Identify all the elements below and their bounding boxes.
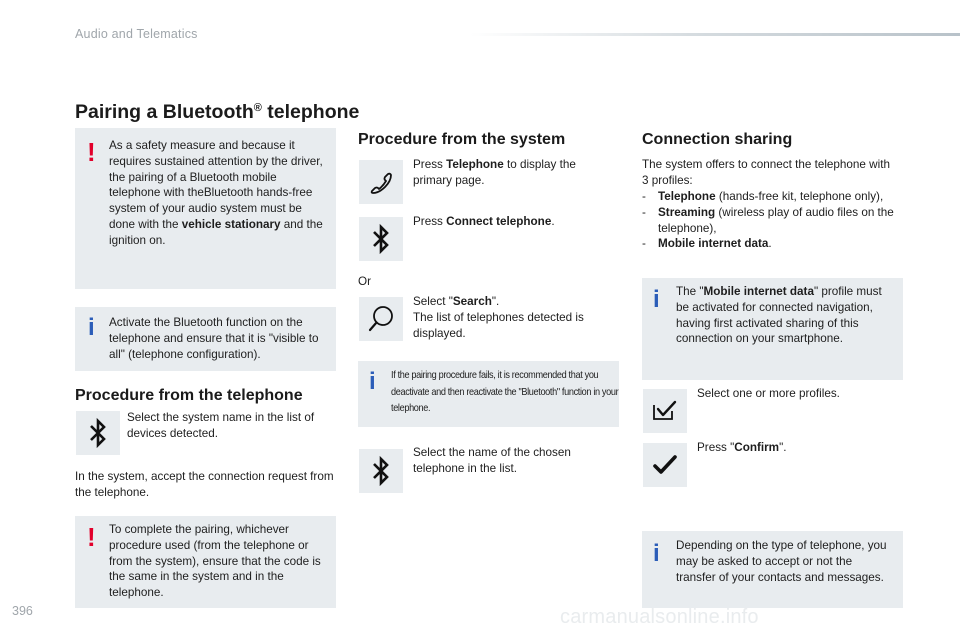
step2-bold: Connect telephone — [446, 215, 552, 228]
page-number: 396 — [12, 604, 33, 618]
bluetooth-icon-box — [359, 449, 403, 493]
mobile-data-info-text — [676, 284, 894, 347]
step3-pre: Select " — [413, 295, 453, 308]
step2c-pre: Press " — [697, 441, 735, 454]
pairing-code-warning-box — [75, 516, 336, 608]
telephone-step-select-name: Select the system name in the list of devices detected. — [127, 411, 315, 440]
watermark: carmanualsonline.info — [560, 606, 759, 628]
profile-item — [642, 189, 900, 205]
phone-icon — [366, 167, 396, 197]
warning-icon: ! — [87, 137, 96, 167]
info-icon: i — [653, 286, 660, 313]
activate-bluetooth-info-box — [75, 307, 336, 371]
list-dash: - — [642, 205, 646, 219]
page-title — [75, 101, 359, 124]
step2c-post: ". — [779, 441, 787, 454]
contacts-transfer-info-box — [642, 531, 903, 608]
info1-pre: The " — [676, 285, 704, 298]
profile-step-select: Select one or more profiles. — [697, 387, 840, 400]
header-rule — [470, 33, 960, 36]
profile-name: Streaming — [658, 205, 716, 219]
safety-warning-post: and the ignition on. — [109, 217, 323, 247]
info-icon: i — [88, 314, 95, 341]
connection-sharing-intro: The system offers to connect the telephone with 3 profiles: — [642, 158, 890, 187]
profile-name: Telephone — [658, 190, 716, 203]
info-icon: i — [653, 540, 660, 567]
safety-warning-bold: vehicle stationary — [181, 217, 281, 231]
telephone-accept-note: In the system, accept the connection request from the telephone. — [75, 470, 334, 499]
info1-post: " profile must be activated for connected navigation, having first activated sharing of this connection on your smartphone. — [676, 285, 882, 346]
system-step-connect-telephone — [413, 214, 613, 230]
heading-connection-sharing: Connection sharing — [642, 131, 793, 148]
profile-desc: . — [768, 237, 772, 251]
safety-warning-pre: As a safety measure and because it requires sustained attention by the driver, the pairing of a Bluetooth mobile telephone with theBluetooth hands-free system of your audio system must be done with the — [109, 139, 323, 231]
bluetooth-icon — [368, 455, 394, 487]
list-dash: - — [642, 190, 646, 203]
safety-warning-text — [109, 138, 325, 249]
step2c-bold: Confirm — [734, 441, 780, 454]
section-header: Audio and Telematics — [75, 27, 198, 41]
info1-bold: Mobile internet data — [703, 285, 814, 298]
activate-bluetooth-text: Activate the Bluetooth function on the telephone and ensure that it is "visible to all" (telephone configuration). — [109, 316, 319, 361]
profile-desc: (wireless play of audio files on the telephone), — [658, 205, 894, 235]
profile-step-confirm — [697, 440, 897, 456]
checkmark-icon-box — [643, 443, 687, 487]
pairing-failure-text: If the pairing procedure fails, it is recommended that you deactivate and then reactivate the "Bluetooth" function in your telephone. — [391, 370, 619, 414]
profile-item — [642, 205, 900, 237]
step2-post: . — [551, 215, 555, 228]
bluetooth-icon-box — [76, 411, 120, 455]
or-separator: Or — [358, 275, 371, 288]
system-step-search — [413, 294, 613, 341]
step3-post: ". — [491, 295, 500, 308]
system-step-select-name: Select the name of the chosen telephone in the list. — [413, 446, 571, 475]
step3-line2: The list of telephones detected is displayed. — [413, 310, 584, 340]
checkmark-icon — [652, 453, 678, 477]
step1-post: to display the primary page. — [413, 158, 576, 187]
pairing-code-warning-text: To complete the pairing, whichever procedure used (from the telephone or from the system), ensure that the code is the same in the system and in the telephone. — [109, 523, 321, 600]
warning-icon: ! — [87, 522, 96, 552]
title-text: Pairing a Bluetooth — [75, 101, 254, 123]
heading-procedure-system: Procedure from the system — [358, 131, 566, 148]
phone-icon-box — [359, 160, 403, 204]
pairing-failure-info-box — [358, 361, 619, 427]
step2-pre: Press — [413, 215, 447, 228]
safety-warning-box — [75, 128, 336, 289]
title-registered-mark: ® — [253, 102, 262, 114]
profile-desc: (hands-free kit, telephone only), — [715, 190, 884, 203]
step1-bold: Telephone — [446, 158, 504, 171]
heading-procedure-telephone: Procedure from the telephone — [75, 387, 303, 404]
step3-bold: Search — [452, 295, 492, 308]
select-profile-icon-box — [643, 389, 687, 433]
profile-name: Mobile internet data — [658, 237, 769, 251]
title-rest: telephone — [261, 101, 360, 123]
bluetooth-icon — [368, 223, 394, 255]
mobile-data-info-box — [642, 278, 903, 380]
step1-pre: Press — [413, 158, 447, 171]
bluetooth-icon — [85, 417, 111, 449]
contacts-transfer-text: Depending on the type of telephone, you may be asked to accept or not the transfer of your contacts and messages. — [676, 539, 887, 584]
profile-list — [642, 189, 900, 252]
search-icon-box — [359, 297, 403, 341]
system-step-press-telephone — [413, 157, 613, 189]
profile-item — [642, 236, 900, 252]
bluetooth-icon-box — [359, 217, 403, 261]
info-icon: i — [369, 368, 376, 395]
list-dash: - — [642, 237, 646, 251]
search-icon — [365, 303, 397, 335]
select-profile-icon — [650, 397, 680, 425]
